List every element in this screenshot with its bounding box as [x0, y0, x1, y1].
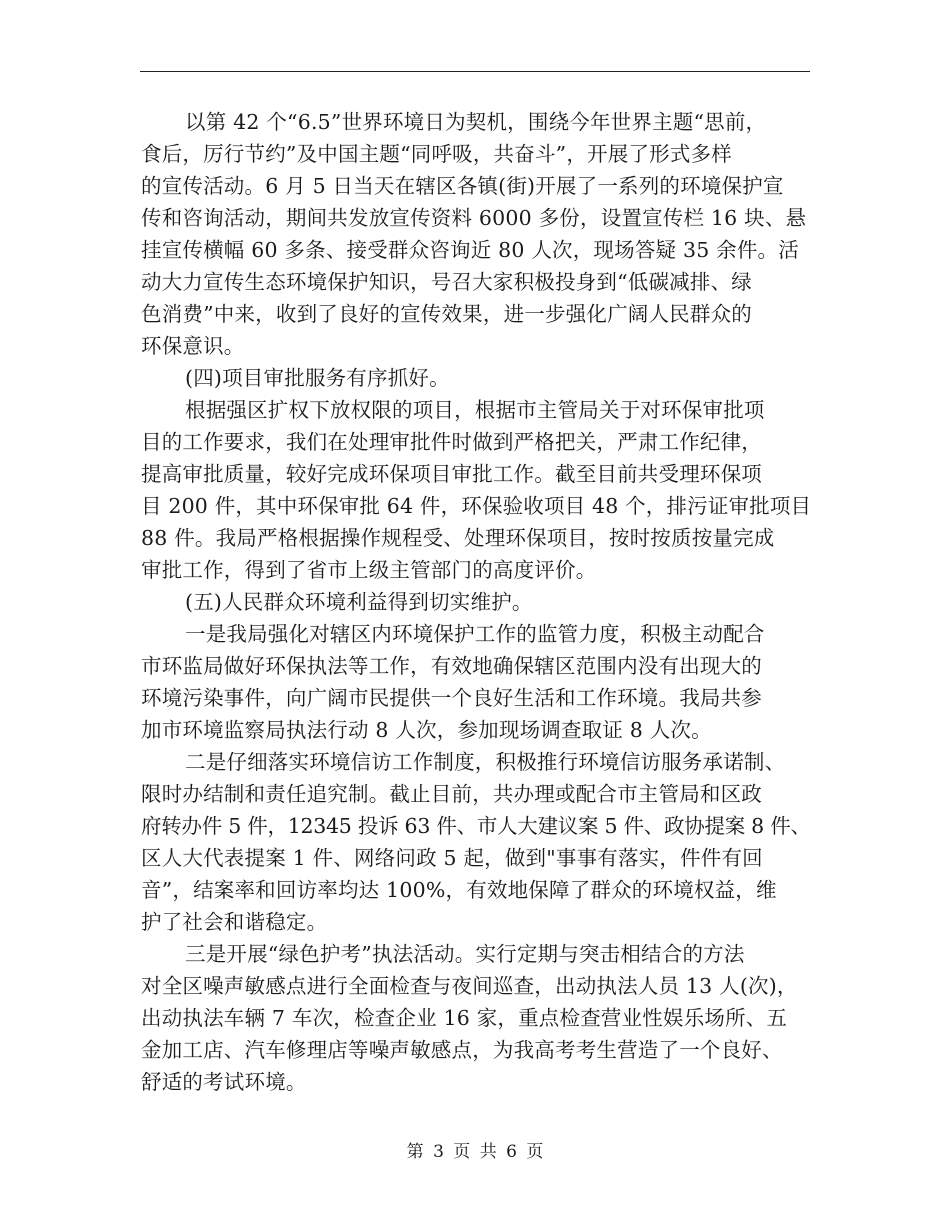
text-line: 传和咨询活动，期间共发放宣传资料 6000 多份，设置宣传栏 16 块、悬	[141, 206, 807, 230]
text-line: 目的工作要求，我们在处理审批件时做到严格把关，严肃工作纪律，	[141, 430, 762, 454]
text-line: 审批工作，得到了省市上级主管部门的高度评价。	[141, 558, 597, 582]
text-line: 挂宣传横幅 60 多条、接受群众咨询近 80 人次，现场答疑 35 余件。活	[141, 238, 799, 262]
text-line: 护了社会和谐稳定。	[141, 910, 328, 934]
text-line: 的宣传活动。6 月 5 日当天在辖区各镇(街)开展了一系列的环境保护宣	[141, 174, 784, 198]
text-line: 金加工店、汽车修理店等噪声敏感点，为我高考考生营造了一个良好、	[141, 1038, 783, 1062]
text-line: 环保意识。	[141, 334, 245, 358]
text-line: 动大力宣传生态环境保护知识，号召大家积极投身到“低碳减排、绿	[141, 270, 752, 294]
text-line: 市环监局做好环保执法等工作，有效地确保辖区范围内没有出现大的	[141, 654, 762, 678]
text-line: 环境污染事件，向广阔市民提供一个良好生活和工作环境。我局共参	[141, 686, 762, 710]
text-line: 以第 42 个“6.5”世界环境日为契机，围绕今年世界主题“思前，	[185, 110, 767, 134]
text-line: 88 件。我局严格根据操作规程受、处理环保项目，按时按质按量完成	[141, 526, 775, 550]
text-line: 食后，厉行节约”及中国主题“同呼吸，共奋斗”，开展了形式多样	[141, 142, 732, 166]
page-number-footer: 第 3 页 共 6 页	[406, 1142, 544, 1162]
text-line: 限时办结制和责任追究制。截止目前，共办理或配合市主管局和区政	[141, 782, 762, 806]
document-body	[141, 106, 811, 1098]
text-line: 区人大代表提案 1 件、网络问政 5 起，做到"事事有落实，件件有回	[141, 846, 763, 870]
text-line: 目 200 件，其中环保审批 64 件，环保验收项目 48 个，排污证审批项目	[141, 494, 812, 518]
text-line: 府转办件 5 件，12345 投诉 63 件、市人大建议案 5 件、政协提案 8 件、	[141, 814, 811, 838]
text-line: 一是我局强化对辖区内环境保护工作的监管力度，积极主动配合	[185, 622, 765, 646]
text-line: 加市环境监察局执法行动 8 人次，参加现场调查取证 8 人次。	[141, 718, 712, 742]
text-line: 三是开展“绿色护考”执法活动。实行定期与突击相结合的方法	[185, 942, 745, 966]
text-line: 音”，结案率和回访率均达 100%，有效地保障了群众的环境权益，维	[141, 878, 777, 902]
text-line: 舒适的考试环境。	[141, 1070, 307, 1094]
text-line: 色消费”中来，收到了良好的宣传效果，进一步强化广阔人民群众的	[141, 302, 752, 326]
text-line: 对全区噪声敏感点进行全面检查与夜间巡查，出动执法人员 13 人(次)，	[141, 974, 798, 998]
header-rule	[140, 71, 810, 72]
section-heading: (四)项目审批服务有序抓好。	[185, 366, 450, 390]
section-heading: (五)人民群众环境利益得到切实维护。	[185, 590, 533, 614]
text-line: 二是仔细落实环境信访工作制度，积极推行环境信访服务承诺制、	[185, 750, 786, 774]
text-line: 根据强区扩权下放权限的项目，根据市主管局关于对环保审批项	[185, 398, 765, 422]
text-line: 提高审批质量，较好完成环保项目审批工作。截至目前共受理环保项	[141, 462, 762, 486]
text-line: 出动执法车辆 7 车次，检查企业 16 家，重点检查营业性娱乐场所、五	[141, 1006, 788, 1030]
